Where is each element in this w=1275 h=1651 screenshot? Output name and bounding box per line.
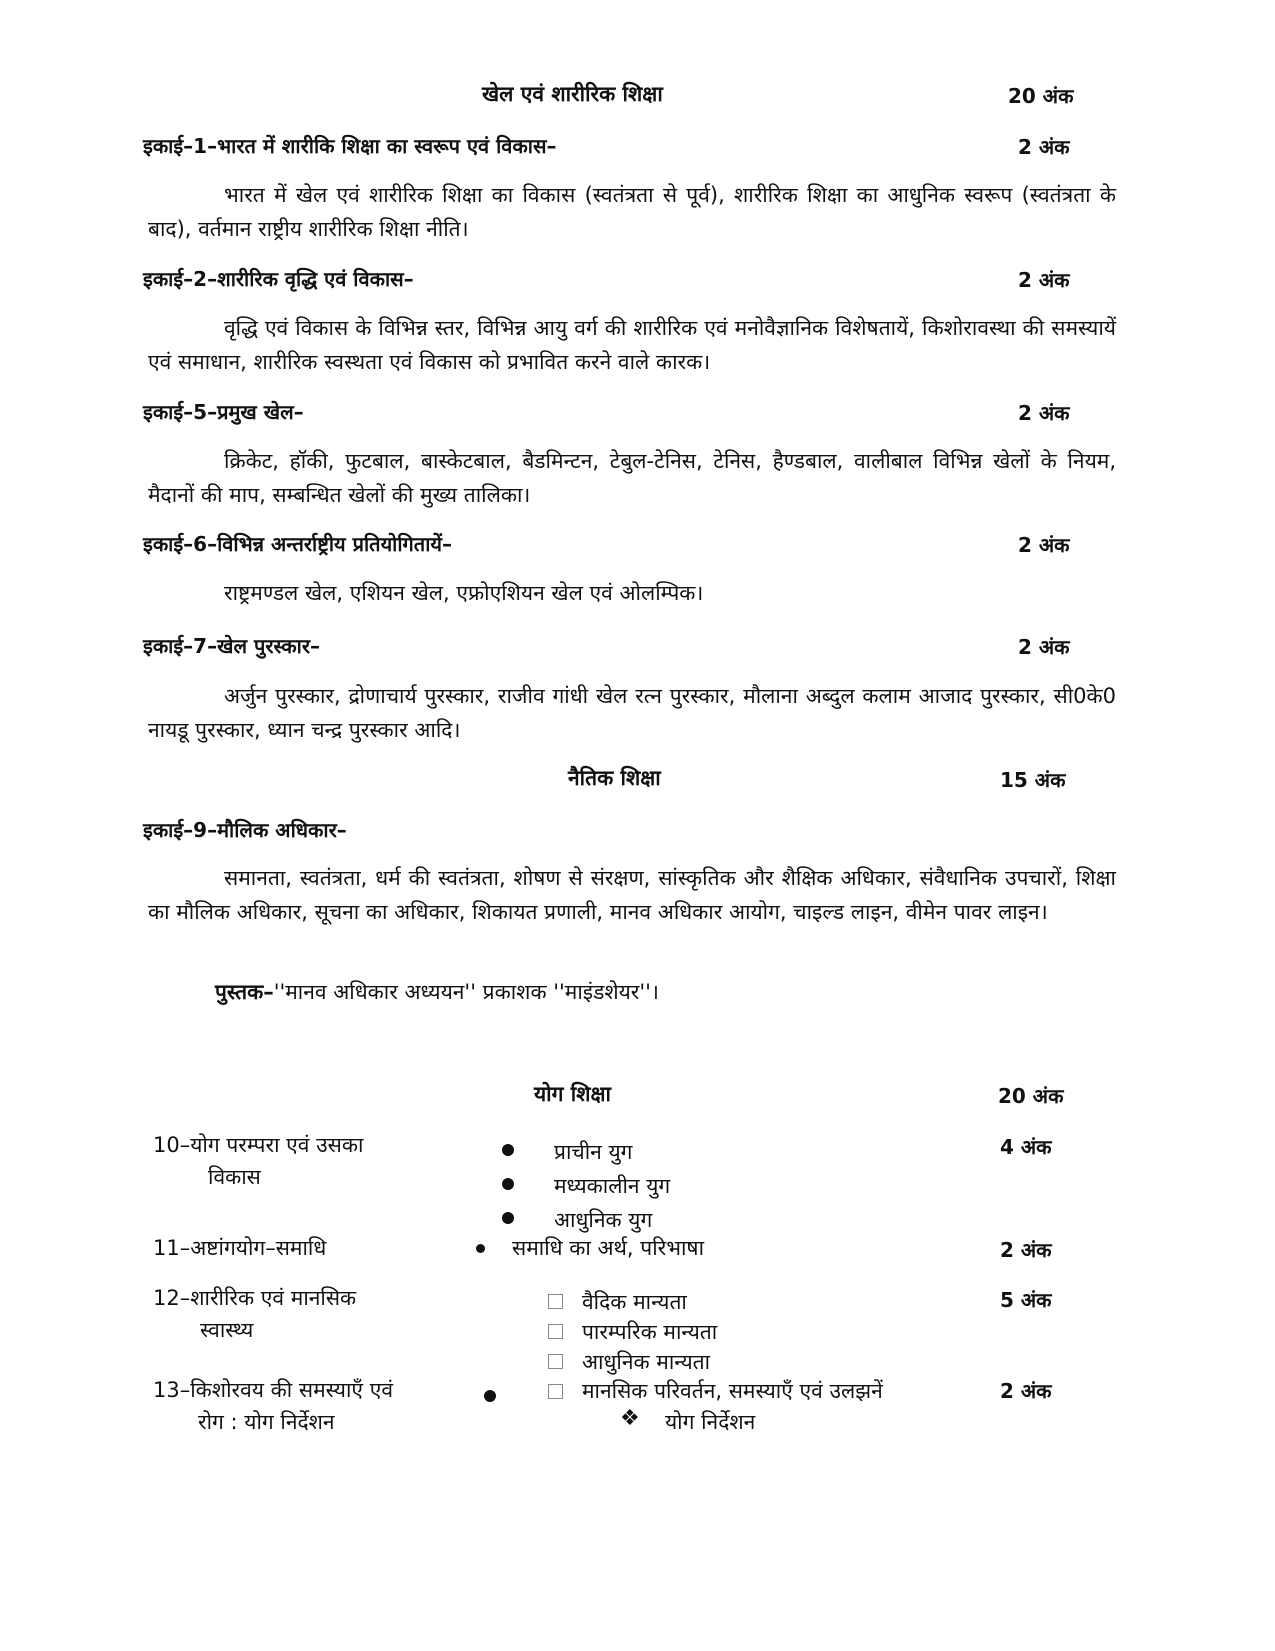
checkbox-icon — [548, 1324, 563, 1339]
unit-description: राष्ट्रमण्डल खेल, एशियन खेल, एफ्रोएशियन खेल एवं ओलम्पिक। — [224, 581, 704, 605]
unit-marks: 2 अंक — [1018, 268, 1070, 292]
unit-description: भारत में खेल एवं शारीरिक शिक्षा का विकास (स्वतंत्रता से पूर्व), शारीरिक शिक्षा का आधुनिक स्वरूप (स्वतंत्रता के बाद), वर्तमान राष्ट्रीय शारीरिक शिक्षा नीति। — [148, 183, 1116, 241]
unit-heading: इकाई–5–प्रमुख खेल– — [143, 400, 304, 424]
bullet-icon — [502, 1178, 514, 1190]
bullet-icon — [484, 1390, 496, 1402]
yoga-unit-marks: 4 अंक — [1000, 1135, 1052, 1159]
book-text: ''मानव अधिकार अध्ययन'' प्रकाशक ''माइंडशेयर''। — [273, 980, 659, 1004]
unit-description: समानता, स्वतंत्रता, धर्म की स्वतंत्रता, शोषण से संरक्षण, सांस्कृतिक और शैक्षिक अधिकार, संवैधानिक उपचारों, शिक्षा का मौलिक अधिकार, सूचना का अधिकार, शिकायत प्रणाली, मानव अधिकार आयोग, चाइल्ड लाइन, वीमेन पावर लाइन। — [148, 866, 1116, 924]
unit-heading: इकाई–7–खेल पुरस्कार– — [143, 634, 321, 658]
section-title-sports: खेल एवं शारीरिक शिक्षा — [482, 82, 663, 106]
yoga-topic: योग निर्देशन — [665, 1410, 756, 1434]
yoga-topic: वैदिक मान्यता — [582, 1290, 687, 1314]
checkbox-icon — [548, 1294, 563, 1309]
unit-description: वृद्धि एवं विकास के विभिन्न स्तर, विभिन्न आयु वर्ग की शारीरिक एवं मनोवैज्ञानिक विशेषतायें, किशोरावस्था की समस्यायें एवं समाधान, शारीरिक स्वस्थता एवं विकास को प्रभावित करने वाले कारक। — [148, 316, 1116, 374]
yoga-topic: प्राचीन युग — [554, 1140, 633, 1164]
yoga-topic: समाधि का अर्थ, परिभाषा — [512, 1236, 705, 1260]
unit-description: अर्जुन पुरस्कार, द्रोणाचार्य पुरस्कार, राजीव गांधी खेल रत्न पुरस्कार, मौलाना अब्दुल कलाम आजाद पुरस्कार, सी0के0 नायडू पुरस्कार, ध्यान चन्द्र पुरस्कार आदि। — [148, 684, 1116, 742]
section-title-moral: नैतिक शिक्षा — [568, 766, 661, 790]
yoga-unit-label: विकास — [208, 1165, 261, 1189]
checkbox-icon — [548, 1354, 563, 1369]
yoga-unit-marks: 2 अंक — [1000, 1379, 1052, 1403]
yoga-unit-marks: 2 अंक — [1000, 1238, 1052, 1262]
yoga-unit-label: स्वास्थ्य — [200, 1318, 254, 1342]
unit-heading: इकाई–1–भारत में शारीकि शिक्षा का स्वरूप एवं विकास– — [143, 134, 557, 158]
yoga-unit-label: 10–योग परम्परा एवं उसका — [153, 1133, 364, 1157]
unit-marks: 2 अंक — [1018, 401, 1070, 425]
unit-description: क्रिकेट, हॉकी, फुटबाल, बास्केटबाल, बैडमिन्टन, टेबुल-टेनिस, टेनिस, हैण्डबाल, वालीबाल विभिन्न खेलों के नियम, मैदानों की माप, सम्बन्धित खेलों की मुख्य तालिका। — [148, 449, 1116, 507]
yoga-topic: मध्यकालीन युग — [554, 1174, 671, 1198]
bullet-icon — [502, 1212, 514, 1224]
bullet-icon — [476, 1244, 485, 1253]
yoga-topic: आधुनिक युग — [554, 1208, 653, 1232]
yoga-topic: आधुनिक मान्यता — [582, 1350, 711, 1374]
yoga-unit-label: 13–किशोरवय की समस्याएँ एवं — [153, 1378, 393, 1402]
book-label: पुस्तक– — [215, 980, 274, 1004]
unit-marks: 2 अंक — [1018, 135, 1070, 159]
unit-heading: इकाई–6–विभिन्न अन्तर्राष्ट्रीय प्रतियोगितायें– — [143, 532, 452, 556]
yoga-unit-label: 12–शारीरिक एवं मानसिक — [153, 1286, 357, 1310]
section-marks-sports: 20 अंक — [1008, 84, 1074, 108]
unit-heading: इकाई–2–शारीरिक वृद्धि एवं विकास– — [143, 267, 414, 291]
yoga-unit-label: 11–अष्टांगयोग–समाधि — [153, 1236, 327, 1260]
section-marks-yoga: 20 अंक — [998, 1084, 1064, 1108]
book-reference — [215, 978, 659, 1006]
section-title-yoga: योग शिक्षा — [534, 1082, 611, 1106]
unit-marks: 2 अंक — [1018, 533, 1070, 557]
unit-marks: 2 अंक — [1018, 635, 1070, 659]
yoga-unit-label: रोग : योग निर्देशन — [198, 1410, 335, 1434]
yoga-topic: पारम्परिक मान्यता — [582, 1320, 718, 1344]
unit-heading: इकाई–9–मौलिक अधिकार– — [143, 818, 347, 842]
yoga-unit-marks: 5 अंक — [1000, 1288, 1052, 1312]
yoga-topic: मानसिक परिवर्तन, समस्याएँ एवं उलझनें — [582, 1379, 883, 1403]
diamond-bullet-icon: ❖ — [620, 1406, 640, 1431]
bullet-icon — [502, 1144, 514, 1156]
section-marks-moral: 15 अंक — [1000, 768, 1066, 792]
checkbox-icon — [548, 1384, 563, 1399]
